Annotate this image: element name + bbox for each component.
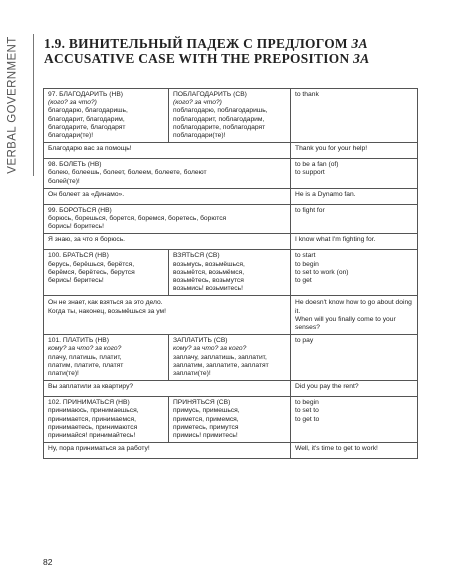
verb-imperfective-cell: 100. БРАТЬСЯ (НВ) берусь, берёшься, берётся, берёмся, берётесь, берутся берись! беритесь! [44,250,169,296]
example-row [44,443,418,459]
example-row [44,296,418,335]
example-cell: Он болеет за «Динамо». [44,188,291,204]
example-translation-cell: He is a Dynamo fan. [291,188,418,204]
example-translation-cell: Well, it's time to get to work! [291,443,418,459]
verb-table [43,88,418,459]
translation-cell: to fight for [291,204,418,234]
translation-cell: to be a fan (of) to support [291,159,418,189]
section-side-label: VERBAL GOVERNMENT [7,36,19,174]
verb-row [44,89,418,143]
example-row [44,188,418,204]
verb-perfective-cell: ПОБЛАГОДАРИТЬ (СВ) (кого? за что?) поблагодарю, поблагодаришь, поблагодарит, поблагодарим, поблагодарите, поблагодарят поблагодари(те)! [169,89,291,143]
translation-cell: to start to begin to set to work (on) to get [291,250,418,296]
verb-row [44,204,418,234]
example-cell: Ну, пора приниматься за работу! [44,443,291,459]
example-cell: Он не знает, как взяться за это дело. Когда ты, наконец, возьмёшься за ум! [44,296,291,335]
verb-imperfective-cell: 99. БОРОТЬСЯ (НВ) борюсь, борешься, борется, боремся, боретесь, борются борись! боритесь! [44,204,291,234]
example-translation-cell: He doesn't know how to go about doing it. When will you finally come to your senses? [291,296,418,335]
example-cell: Вы заплатили за квартиру? [44,381,291,397]
translation-cell: to thank [291,89,418,143]
verb-row [44,335,418,381]
verb-imperfective-cell: 101. ПЛАТИТЬ (НВ) кому? за что? за кого? плачу, платишь, платит, платим, платите, платят плати(те)! [44,335,169,381]
verb-imperfective-cell: 98. БОЛЕТЬ (НВ) болею, болеешь, болеет, болеем, болеете, болеют болей(те)! [44,159,291,189]
verb-row [44,250,418,296]
example-row [44,234,418,250]
title-line-russian: 1.9. ВИНИТЕЛЬНЫЙ ПАДЕЖ С ПРЕДЛОГОМ ЗА [44,36,368,51]
verb-row [44,397,418,443]
section-title [44,36,444,66]
example-translation-cell: I know what I'm fighting for. [291,234,418,250]
title-line-english: ACCUSATIVE CASE WITH THE PREPOSITION ЗА [44,51,370,66]
example-row [44,381,418,397]
translation-cell: to begin to set to to get to [291,397,418,443]
example-translation-cell: Thank you for your help! [291,143,418,159]
verb-perfective-cell: ЗАПЛАТИТЬ (СВ) кому? за что? за кого? заплачу, заплатишь, заплатит, заплатим, заплатите, заплатят заплати(те)! [169,335,291,381]
translation-cell: to pay [291,335,418,381]
example-translation-cell: Did you pay the rent? [291,381,418,397]
verb-imperfective-cell: 97. БЛАГОДАРИТЬ (НВ) (кого? за что?) благодарю, благодаришь, благодарит, благодарим, благодарите, благодарят благодари(те)! [44,89,169,143]
verb-imperfective-cell: 102. ПРИНИМАТЬСЯ (НВ) принимаюсь, принимаешься, принимается, принимаемся, принимаетесь, принимаются принимайся! принимайтесь! [44,397,169,443]
verb-row [44,159,418,189]
example-cell: Я знаю, за что я борюсь. [44,234,291,250]
page-number: 82 [43,557,53,567]
verb-perfective-cell: ПРИНЯТЬСЯ (СВ) примусь, примешься, примется, примемся, приметесь, примутся примись! примитесь! [169,397,291,443]
example-row [44,143,418,159]
side-divider [33,34,34,176]
example-cell: Благодарю вас за помощь! [44,143,291,159]
verb-perfective-cell: ВЗЯТЬСЯ (СВ) возьмусь, возьмёшься, возьмётся, возьмёмся, возьмётесь, возьмутся возьмись! возьмитесь! [169,250,291,296]
